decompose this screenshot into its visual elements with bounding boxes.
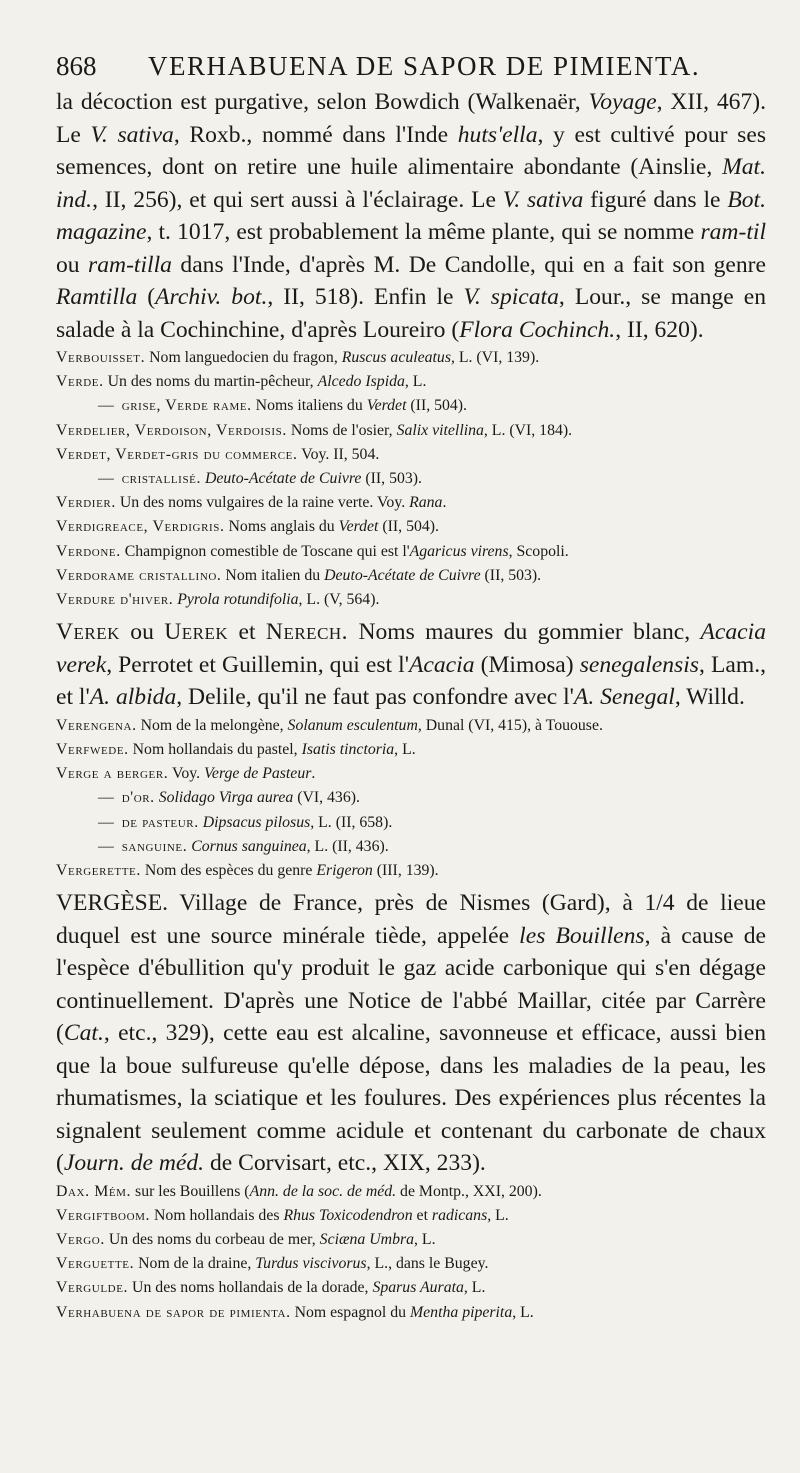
dictionary-entry <box>56 564 766 588</box>
entry-headword: Dax. Mém. <box>56 1182 132 1200</box>
dictionary-entry <box>56 835 766 859</box>
text-run: , L. <box>404 373 427 391</box>
text-run: , XII, 467). Le <box>56 89 766 148</box>
entry-headword: Verdone. <box>56 542 121 560</box>
entries-group-verbouisset-verdure <box>56 346 766 612</box>
italic-run: V. sativa <box>502 186 584 213</box>
text-run: , Lam., et l' <box>56 651 766 711</box>
italic-run: Acacia <box>409 651 475 678</box>
dictionary-entry <box>56 1204 766 1228</box>
dictionary-entry <box>56 588 766 612</box>
dictionary-entry <box>56 515 766 539</box>
italic-run: V. spicata <box>463 284 559 310</box>
text-run: et <box>228 619 266 646</box>
entry-headword: grise, Verde rame. <box>121 397 252 415</box>
italic-run: radicans <box>431 1206 488 1224</box>
entry-headword: d'or. <box>121 789 155 807</box>
italic-run: Pyrola rotundifolia <box>177 591 299 609</box>
entry-headword: Verhabuena de sapor de pimienta. <box>56 1303 291 1321</box>
italic-run: Deuto-Acétate de Cuivre <box>324 566 481 584</box>
dictionary-entry <box>56 370 766 394</box>
paragraph-vergese <box>56 887 766 1180</box>
text-run: , Willd. <box>674 684 745 711</box>
ditto-dash: — <box>98 837 114 855</box>
entry-headword: Vergiftboom. <box>56 1206 151 1224</box>
dictionary-entry <box>56 786 766 810</box>
text-run: Noms anglais du <box>224 518 339 536</box>
text-run: , L. (VI, 184). <box>483 421 573 439</box>
text-run: , L. (II, 436). <box>306 837 389 855</box>
text-run: ou <box>119 619 165 646</box>
ditto-dash: — <box>98 470 114 488</box>
text-run: Noms maures du gommier blanc, <box>348 619 701 646</box>
text-run: , Perrotet et Guillemin, qui est l' <box>106 651 409 678</box>
text-run: , etc., 329), cette eau est alcaline, savonneuse et efficace, aussi bien que la boue sulfureuse qu'elle dépose, dans les maladies de la peau, les rhumatismes, la sciatique et les foulures. Des expériences plus récentes la signalent seulement comme acidule et contenant du carbonate de chaux ( <box>56 1020 766 1177</box>
text-run: , L. <box>414 1231 436 1249</box>
text-run: , L. (VI, 139). <box>450 349 540 366</box>
italic-run: Verdet <box>366 397 407 415</box>
text-run: . <box>442 494 447 512</box>
italic-run: Dipsacus pilosus <box>202 813 311 831</box>
italic-run: senegalensis <box>579 651 699 678</box>
dictionary-entry <box>56 859 766 883</box>
text-run: Un des noms du martin-pêcheur, <box>103 373 318 391</box>
entry-headword: Verdigreace, Verdigris. <box>56 518 225 536</box>
text-run: et <box>412 1206 432 1224</box>
headword: Nerech. <box>265 619 349 646</box>
dictionary-entry <box>56 811 766 835</box>
entry-headword: Verge a berger. <box>56 765 169 783</box>
entry-headword: de pasteur. <box>121 813 199 831</box>
italic-run: Acacia verek <box>56 619 766 678</box>
dictionary-entry <box>56 714 766 738</box>
text-run: (II, 504). <box>378 518 439 536</box>
entry-headword: Vergulde. <box>56 1279 129 1297</box>
italic-run: Cat. <box>63 1020 104 1047</box>
italic-run: Rana <box>409 494 443 512</box>
entry-headword: sanguine. <box>121 837 188 855</box>
italic-run: A. albida <box>89 684 177 711</box>
dictionary-entry <box>56 540 766 564</box>
text-run: de Corvisart, etc., XIX, 233). <box>204 1150 486 1177</box>
text-run: dans l'Inde, d'après M. De Candolle, qui en a fait son genre <box>171 251 766 278</box>
dictionary-entry <box>56 443 766 467</box>
entry-headword: Verdorame cristallino. <box>56 566 222 584</box>
text-run: , L. <box>512 1303 534 1321</box>
text-run: , L. (II, 658). <box>310 813 393 831</box>
text-run: , Scopoli. <box>508 542 569 560</box>
entry-headword: Verdure d'hiver. <box>56 591 174 609</box>
text-run: , L. <box>463 1279 486 1297</box>
text-run: (II, 503). <box>480 566 542 584</box>
italic-run: Verdet <box>338 518 379 536</box>
dictionary-entry <box>56 1180 766 1204</box>
italic-run: Isatis tinctoria <box>301 740 395 758</box>
dictionary-entry <box>56 419 766 443</box>
text-run: , L., dans le Bugey. <box>366 1255 489 1273</box>
text-run: Village de France, près de Nismes (Gard), à 1/4 de lieue duquel est une source minérale tiède, appelée <box>56 890 766 949</box>
dictionary-entry <box>56 346 766 370</box>
paragraph-verek <box>56 616 766 714</box>
italic-run: Voyage <box>588 89 657 115</box>
text-run: ( <box>137 284 156 310</box>
entry-headword: cristallisé. <box>121 470 202 488</box>
text-run: figuré dans le <box>583 186 728 213</box>
text-run: Nom espagnol du <box>290 1303 410 1321</box>
text-run: Un des noms vulgaires de la raine verte. Voy. <box>115 494 410 512</box>
ditto-dash: — <box>98 789 114 807</box>
page-number: 868 <box>56 51 97 81</box>
text-run: (Mimosa) <box>474 651 580 678</box>
italic-run: A. Senegal <box>573 684 675 711</box>
dictionary-entry <box>56 1252 766 1276</box>
text-run: , II, 518). Enfin le <box>267 284 464 310</box>
italic-run: V. sativa <box>90 121 174 148</box>
italic-run: huts'ella <box>457 121 538 148</box>
text-run: de Montp., XXI, 200). <box>396 1182 542 1200</box>
entry-headword: Vergerette. <box>56 861 141 879</box>
ditto-dash: — <box>98 813 114 831</box>
text-run: Champignon comestible de Toscane qui est l' <box>120 542 410 560</box>
dictionary-entry <box>56 762 766 786</box>
italic-run: Turdus viscivorus <box>255 1255 367 1273</box>
italic-run: Salix vitellina <box>396 421 484 439</box>
entry-headword: Verbouisset. <box>56 349 146 366</box>
dictionary-entry <box>56 467 766 491</box>
entry-headword: Vergo. <box>56 1231 105 1249</box>
dictionary-entry <box>56 394 766 418</box>
text-run: sur les Bouillens ( <box>131 1182 250 1200</box>
text-run: Noms de l'osier, <box>286 421 397 439</box>
italic-run: Alcedo Ispida <box>317 373 405 391</box>
italic-run: ram-til <box>700 219 766 245</box>
text-run: Nom de la draine, <box>134 1255 256 1273</box>
dictionary-entry <box>56 738 766 762</box>
text-run: , L. (V, 564). <box>298 591 380 609</box>
text-run: , Dunal (VI, 415), à Tououse. <box>417 716 603 734</box>
italic-run: Journ. de méd. <box>63 1150 205 1177</box>
text-run: . <box>311 765 316 783</box>
running-title: VERHABUENA DE SAPOR DE PIMIENTA. <box>148 51 701 81</box>
text-run: , t. 1017, est probablement la même plante, qui se nomme <box>146 219 701 245</box>
headword: Verek <box>56 619 120 646</box>
dictionary-entry <box>56 1276 766 1300</box>
dictionary-entry <box>56 1301 766 1325</box>
text-run: Voy. II, 504. <box>297 445 380 463</box>
italic-run: Ramtilla <box>56 284 138 310</box>
running-head <box>56 46 766 86</box>
text-run: (VI, 436). <box>293 789 360 807</box>
text-run: Nom hollandais du pastel, <box>128 740 302 758</box>
text-run: Nom italien du <box>221 566 325 584</box>
dictionary-entry <box>56 491 766 515</box>
italic-run: Sciæna Umbra <box>319 1231 415 1249</box>
italic-run: Solidago Virga aurea <box>158 789 294 807</box>
italic-run: Rhus Toxicodendron <box>283 1206 413 1224</box>
italic-run: Erigeron <box>316 861 373 879</box>
text-run: Noms italiens du <box>251 397 367 415</box>
text-run: Nom languedocien du fragon, <box>145 349 342 366</box>
entry-headword: Verdelier, Verdoison, Verdoisis. <box>56 421 287 439</box>
text-run: (II, 504). <box>406 397 468 415</box>
italic-run: Mat. ind. <box>56 154 766 213</box>
paragraph-vernonia-continued <box>56 86 766 346</box>
text-run: , Lour., se mange en salade à la Cochinchine, d'après Loureiro ( <box>56 284 767 343</box>
text-run: Nom des espèces du genre <box>140 861 317 879</box>
italic-run: Cornus sanguinea <box>191 837 307 855</box>
italic-run: Mentha piperita <box>410 1303 513 1321</box>
italic-run: Solanum esculentum <box>287 716 418 734</box>
italic-run: Deuto-Acétate de Cuivre <box>204 470 362 488</box>
text-run: , L. <box>487 1206 509 1224</box>
text-run: , Delile, qu'il ne faut pas confondre avec l' <box>176 684 574 711</box>
text-run: (II, 503). <box>361 470 422 488</box>
italic-run: Ann. de la soc. de méd. <box>249 1182 397 1200</box>
text-run: VERGÈSE. <box>56 890 169 917</box>
italic-run: ram-tilla <box>88 251 172 278</box>
entry-headword: Verguette. <box>56 1255 135 1273</box>
italic-run: Agaricus virens <box>409 542 509 560</box>
text-run: Nom de la melongène, <box>136 716 288 734</box>
text-run: Un des noms du corbeau de mer, <box>104 1231 320 1249</box>
italic-run: Verge de Pasteur <box>204 765 312 783</box>
italic-run: Sparus Aurata <box>372 1279 464 1297</box>
dictionary-entry <box>56 1228 766 1252</box>
italic-run: Archiv. bot. <box>155 284 268 310</box>
entry-headword: Verdier. <box>56 494 116 512</box>
entry-headword: Verde. <box>56 373 104 391</box>
entry-headword: Verdet, Verdet-gris du commerce. <box>56 445 298 463</box>
text-run: , y est cultivé pour ses semences, dont on retire une huile alimentaire abondante (Ainslie, <box>56 121 766 180</box>
italic-run: les Bouillens <box>519 922 645 949</box>
headword: Uerek <box>164 619 229 646</box>
text-run: la décoction est purgative, selon Bowdich (Walkenaër, <box>56 89 589 115</box>
text-run: (III, 139). <box>372 861 439 879</box>
italic-run: Ruscus aculeatus <box>341 349 451 366</box>
italic-run: Flora Cochinch. <box>459 316 616 343</box>
entry-headword: Verfwede. <box>56 740 129 758</box>
text-run: , II, 256), et qui sert aussi à l'éclairage. Le <box>92 186 503 213</box>
text-run: , Roxb., nommé dans l'Inde <box>173 121 458 148</box>
ditto-dash: — <box>98 397 114 415</box>
italic-run: Bot. magazine <box>56 186 766 245</box>
text-run: , à cause de l'espèce d'ébullition qu'y produit le gaz acide carbonique qui s'en dégage continuellement. D'après une Notice de l'abbé Maillar, citée par Carrère ( <box>56 922 766 1047</box>
text-run: ou <box>56 251 89 278</box>
entry-headword: Verengena. <box>56 716 137 734</box>
text-run: Un des noms hollandais de la dorade, <box>128 1279 373 1297</box>
text-run: Voy. <box>168 765 205 783</box>
entries-group-verengena-vergerette <box>56 714 766 883</box>
text-run: , II, 620). <box>615 316 704 343</box>
entries-group-dax-verhabuena <box>56 1180 766 1325</box>
text-run: , L. <box>394 740 416 758</box>
text-run: Nom hollandais des <box>150 1206 284 1224</box>
